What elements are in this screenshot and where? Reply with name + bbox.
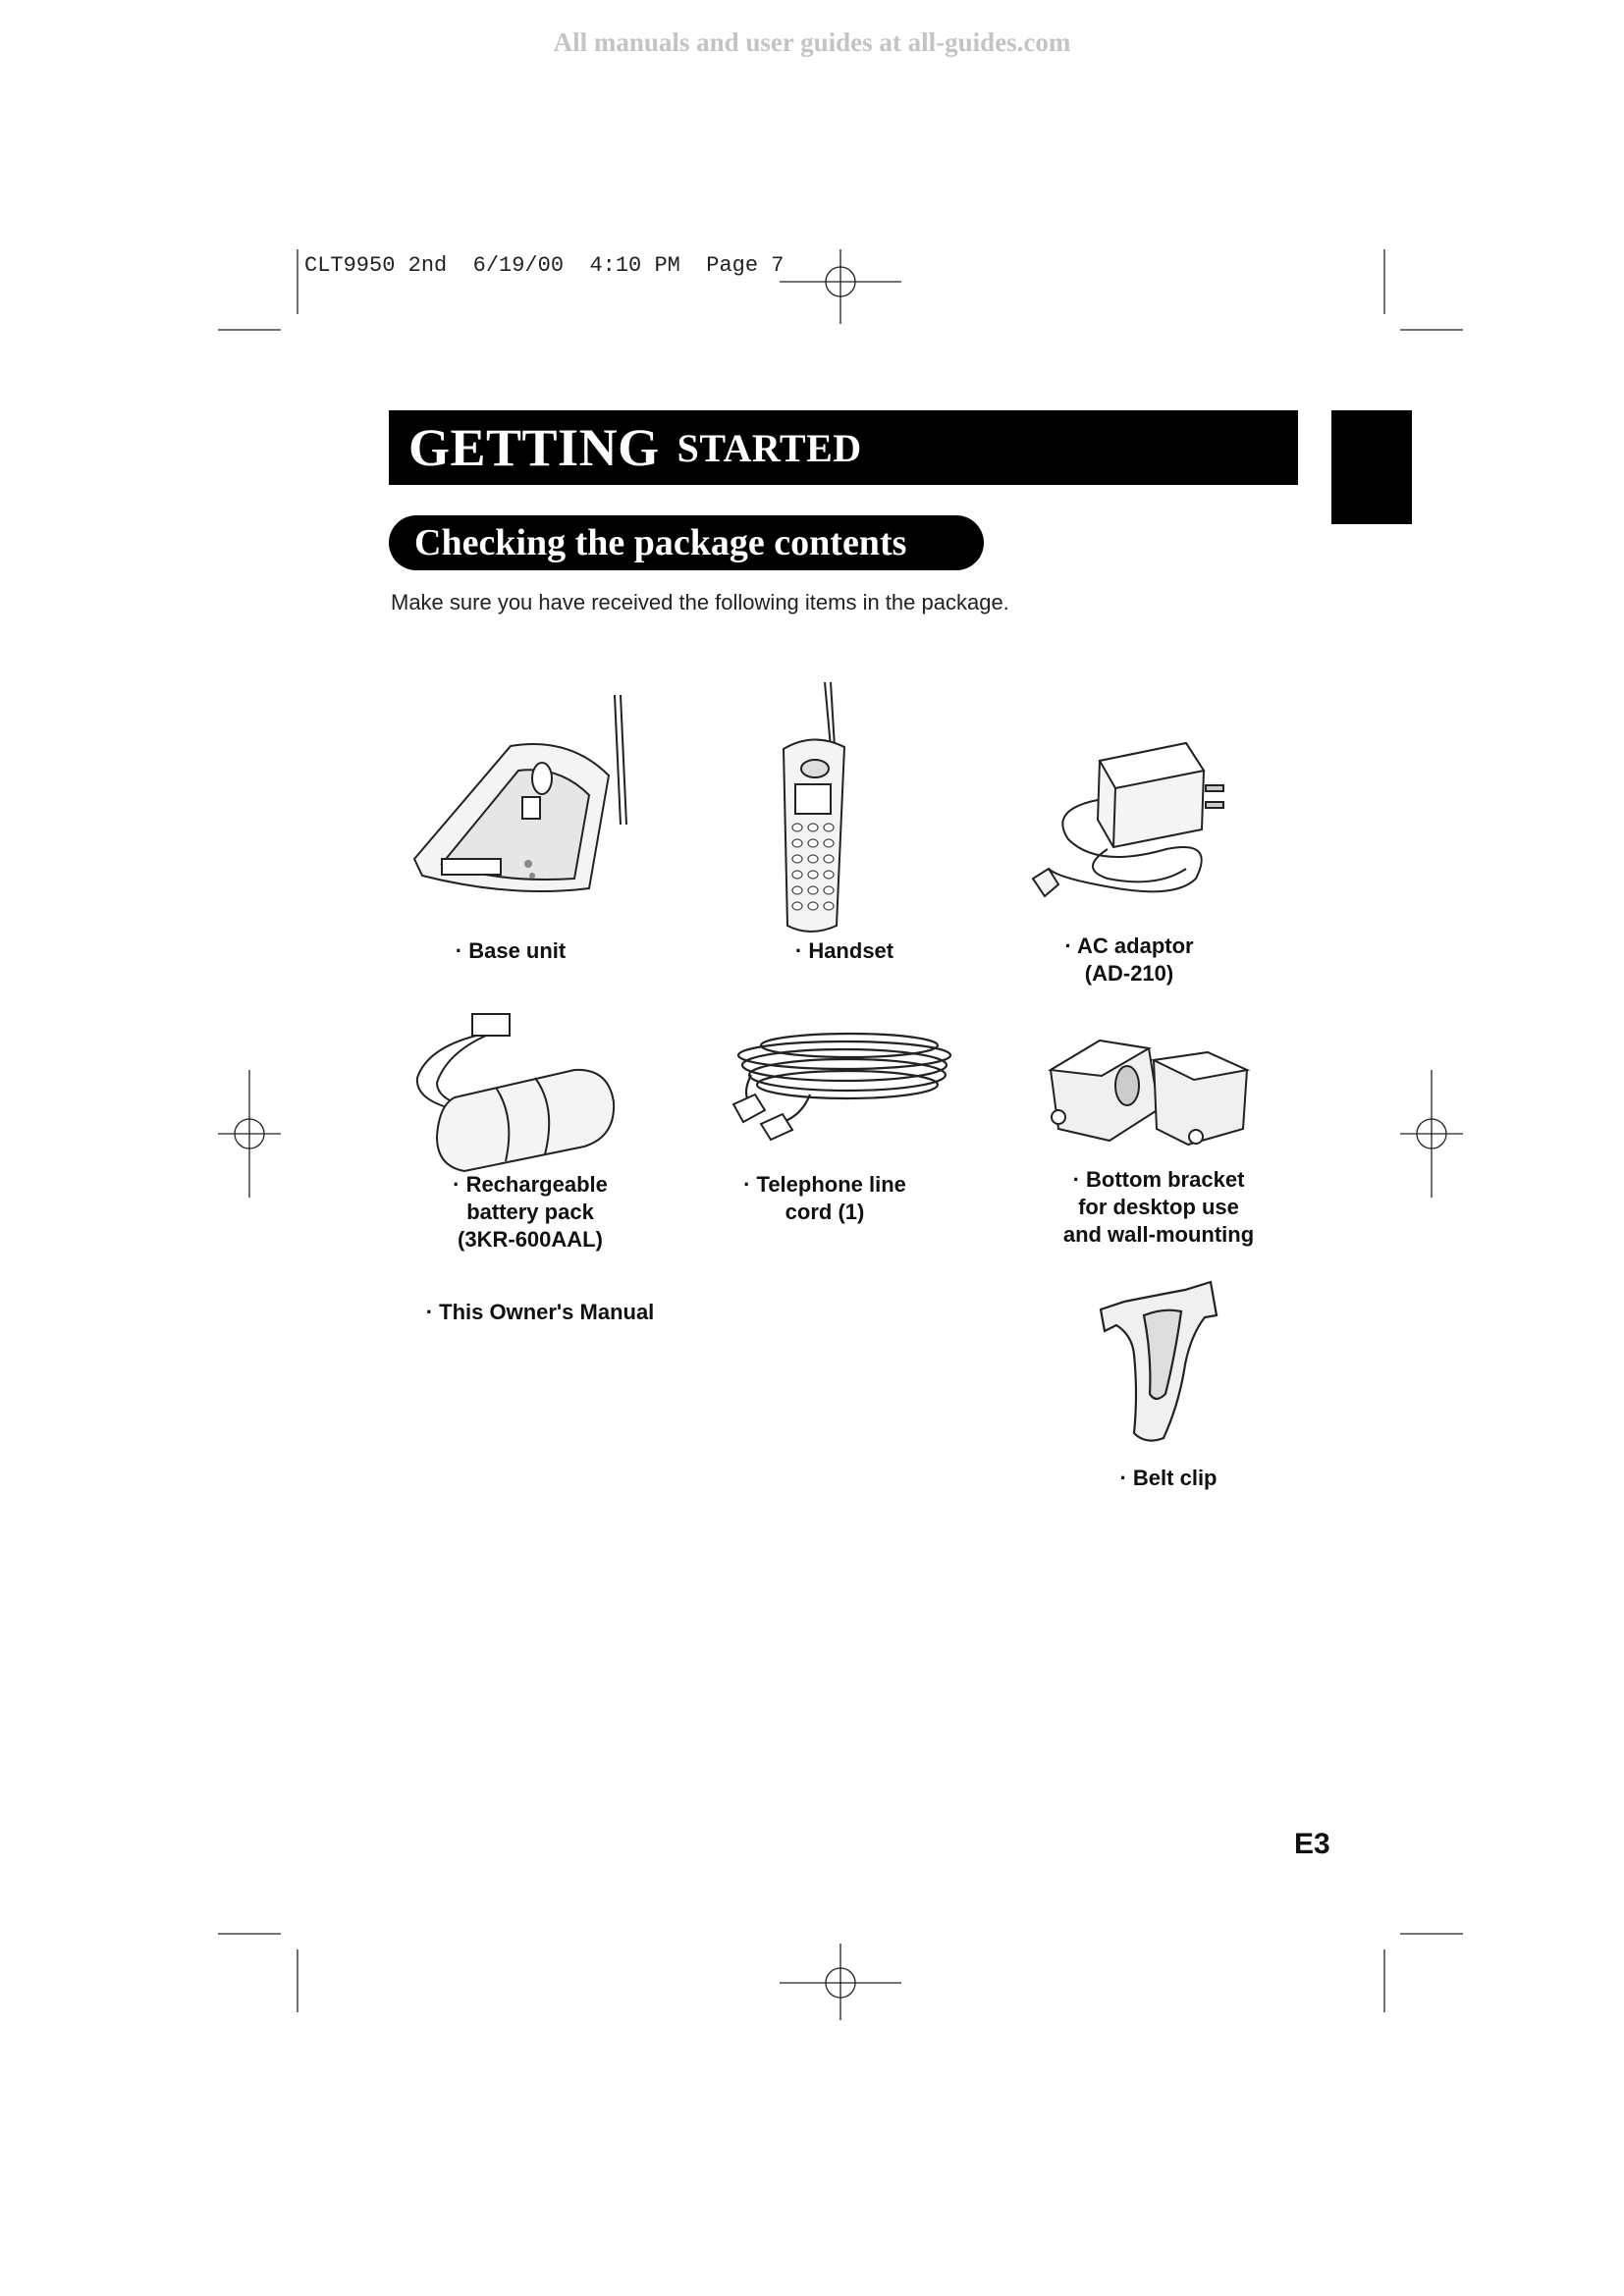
subsection-heading: Checking the package contents xyxy=(389,515,984,570)
ac-adaptor-illustration xyxy=(1019,731,1225,908)
telephone-cord-illustration xyxy=(722,1016,957,1144)
belt-clip-illustration xyxy=(1095,1276,1222,1448)
section-title-bar xyxy=(389,410,1298,485)
chapter-tab xyxy=(1331,410,1412,524)
battery-pack-illustration xyxy=(407,1009,643,1176)
intro-text: Make sure you have received the following items in the package. xyxy=(391,590,1009,614)
section-title-secondary: STARTED xyxy=(677,425,862,470)
item-label-handset: · Handset xyxy=(794,938,894,963)
item-label-belt-clip: · Belt clip xyxy=(1119,1466,1218,1490)
item-label-base-unit: · Base unit xyxy=(455,938,567,963)
page-number: E3 xyxy=(1294,1828,1330,1860)
handset-illustration xyxy=(766,680,854,935)
watermark: All manuals and user guides at all-guides.com xyxy=(553,27,1071,57)
base-unit-illustration xyxy=(403,687,638,913)
item-label-ac-adaptor: · AC adaptor (AD-210) xyxy=(1064,934,1194,986)
bottom-bracket-illustration xyxy=(1041,1031,1257,1158)
item-label-bottom-bracket: · Bottom bracket for desktop use and wall-mounting xyxy=(1062,1167,1255,1247)
item-label-owners-manual: · This Owner's Manual xyxy=(425,1300,655,1324)
item-label-telephone-cord: · Telephone line cord (1) xyxy=(743,1172,906,1224)
print-slug: CLT9950 2nd 6/19/00 4:10 PM Page 7 xyxy=(304,253,785,278)
item-label-battery-pack: · Rechargeable battery pack (3KR-600AAL) xyxy=(453,1172,608,1252)
section-title-main: GETTING xyxy=(408,418,660,477)
